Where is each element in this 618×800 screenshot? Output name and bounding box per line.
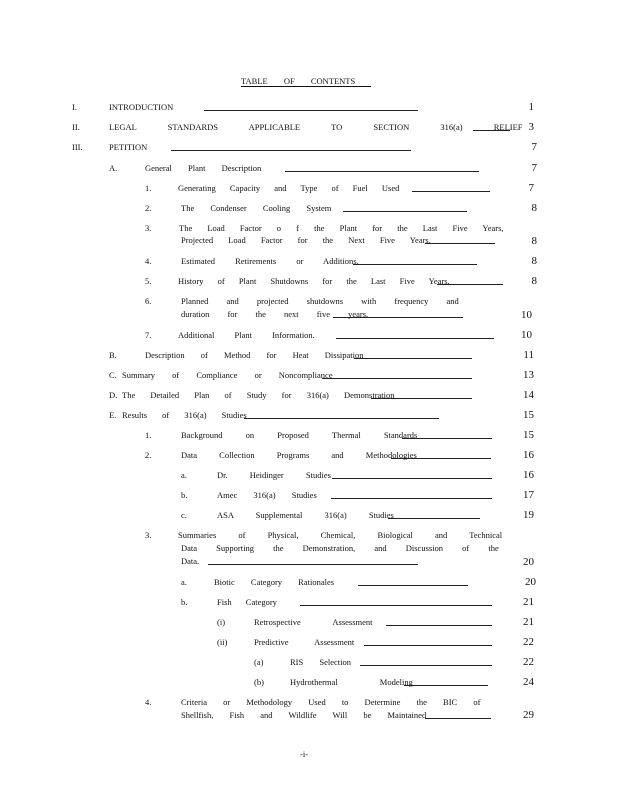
entry-page: 8 <box>531 255 537 267</box>
entry-page: 13 <box>523 369 534 381</box>
dot-leader <box>343 211 467 212</box>
dot-leader <box>322 378 472 379</box>
entry-number: 1. <box>145 430 152 440</box>
dot-leader <box>332 478 492 479</box>
entry-number: 6. <box>145 296 152 306</box>
entry-page: 15 <box>523 429 534 441</box>
entry-title: Description of Method for Heat Dissipation <box>145 350 364 360</box>
entry-title-line2: duration for the next five years. <box>181 309 369 319</box>
entry-number: a. <box>181 577 187 587</box>
entry-number: 4. <box>145 256 152 266</box>
entry-number: 4. <box>145 697 152 707</box>
entry-page: 1 <box>528 101 534 113</box>
entry-title: Summaries of Physical, Chemical, Biological and Technical <box>178 530 503 540</box>
entry-page: 8 <box>531 202 537 214</box>
dot-leader <box>437 284 503 285</box>
entry-page: 21 <box>523 616 534 628</box>
dot-leader <box>285 171 479 172</box>
entry-page: 11 <box>523 349 534 361</box>
entry-number: C. <box>109 370 117 380</box>
entry-number: II. <box>72 122 80 132</box>
entry-title: Biotic Category Rationales <box>214 577 335 587</box>
entry-page: 22 <box>523 656 534 668</box>
entry-title: The Detailed Plan of Study for 316(a) Demonstration <box>122 390 395 400</box>
entry-title: History of Plant Shutdowns for the Last Five Years. <box>178 276 450 286</box>
entry-title: Data Collection Programs and Methodologies <box>181 450 417 460</box>
page-footer: -i- <box>300 749 309 759</box>
entry-page: 17 <box>523 489 534 501</box>
entry-page: 15 <box>523 409 534 421</box>
entry-number: 1. <box>145 183 152 193</box>
entry-title: General Plant Description <box>145 163 262 173</box>
entry-title: RIS Selection <box>290 657 351 667</box>
entry-title-line2: Data Supporting the Demonstration, and Discussion of the <box>181 543 499 553</box>
entry-number: a. <box>181 470 187 480</box>
dot-leader <box>333 317 463 318</box>
dot-leader <box>425 718 491 719</box>
entry-number: 5. <box>145 276 152 286</box>
entry-number: b. <box>181 490 188 500</box>
entry-page: 20 <box>523 556 534 568</box>
entry-number: b. <box>181 597 188 607</box>
entry-number: A. <box>109 163 118 173</box>
entry-number: 3. <box>145 530 152 540</box>
entry-page: 7 <box>531 141 537 153</box>
dot-leader <box>402 438 492 439</box>
entry-title-line2: Shellfish, Fish and Wildlife Will be Maintained <box>181 710 427 720</box>
entry-number: 7. <box>145 330 152 340</box>
dot-leader <box>244 418 439 419</box>
entry-page: 16 <box>523 449 534 461</box>
dot-leader <box>353 264 477 265</box>
entry-number: (b) <box>254 677 264 687</box>
entry-number: (ii) <box>217 637 228 647</box>
dot-leader <box>364 645 492 646</box>
entry-title: INTRODUCTION <box>109 102 174 112</box>
entry-title: Fish Category <box>217 597 277 607</box>
dot-leader <box>404 685 488 686</box>
entry-page: 29 <box>523 709 534 721</box>
entry-number: 3. <box>145 223 152 233</box>
dot-leader <box>360 665 492 666</box>
entry-number: 2. <box>145 450 152 460</box>
entry-page: 3 <box>528 121 534 133</box>
entry-number: B. <box>109 350 117 360</box>
entry-title: Amec 316(a) Studies <box>217 490 317 500</box>
entry-title: ASA Supplemental 316(a) Studies <box>217 510 394 520</box>
entry-page: 21 <box>523 596 534 608</box>
entry-page: 24 <box>523 676 534 688</box>
entry-number: E. <box>109 410 117 420</box>
dot-leader <box>358 585 468 586</box>
entry-title: Estimated Retirements or Additions. <box>181 256 359 266</box>
entry-title-line2: Projected Load Factor for the Next Five Years. <box>181 235 431 245</box>
dot-leader <box>388 518 480 519</box>
dot-leader <box>208 564 418 565</box>
entry-title: Generating Capacity and Type of Fuel Used <box>178 183 400 193</box>
dot-leader <box>412 191 490 192</box>
dot-leader <box>391 458 491 459</box>
entry-title: Planned and projected shutdowns with frequency and <box>181 296 459 306</box>
entry-page: 8 <box>531 235 537 247</box>
entry-number: 2. <box>145 203 152 213</box>
entry-title: PETITION <box>109 142 148 152</box>
entry-number: (a) <box>254 657 264 667</box>
entry-page: 22 <box>523 636 534 648</box>
entry-number: I. <box>72 102 77 112</box>
entry-title: Dr. Heidinger Studies <box>217 470 331 480</box>
entry-title: Hydrothermal Modeling <box>290 677 413 687</box>
entry-title: Background on Proposed Thermal Standards <box>181 430 418 440</box>
entry-title: Summary of Compliance or Noncompliance <box>122 370 333 380</box>
entry-page: 14 <box>523 389 534 401</box>
dot-leader <box>331 498 492 499</box>
entry-number: c. <box>181 510 187 520</box>
dot-leader <box>336 338 494 339</box>
entry-page: 7 <box>531 162 537 174</box>
entry-title: Additional Plant Information. <box>178 330 315 340</box>
entry-page: 7 <box>528 182 534 194</box>
entry-title: Results of 316(a) Studies <box>122 410 247 420</box>
dot-leader <box>354 358 472 359</box>
dot-leader <box>204 110 418 111</box>
entry-title-line3: Data. <box>181 556 200 566</box>
dot-leader <box>371 398 472 399</box>
entry-number: III. <box>72 142 83 152</box>
entry-title: Predictive Assessment <box>254 637 355 647</box>
entry-title: Criteria or Methodology Used to Determine the BIC of <box>181 697 481 707</box>
entry-page: 19 <box>523 509 534 521</box>
entry-title: LEGAL STANDARDS APPLICABLE TO SECTION 316(a) RELIEF <box>109 122 523 132</box>
entry-title: Retrospective Assessment <box>254 617 373 627</box>
dot-leader <box>171 150 411 151</box>
dot-leader <box>425 243 495 244</box>
dot-leader <box>386 625 492 626</box>
entry-page: 8 <box>531 275 537 287</box>
entry-page: 16 <box>523 469 534 481</box>
entry-title: The Condenser Cooling System <box>181 203 332 213</box>
entry-number: (i) <box>217 617 226 627</box>
entry-title: The Load Factor o f the Plant for the Last Five Years, <box>179 223 504 233</box>
entry-page: 10 <box>521 329 532 341</box>
entry-number: D. <box>109 390 118 400</box>
dot-leader <box>300 605 492 606</box>
entry-page: 10 <box>521 309 532 321</box>
toc-title: TABLE OF CONTENTS <box>241 76 371 87</box>
entry-page: 20 <box>525 576 536 588</box>
